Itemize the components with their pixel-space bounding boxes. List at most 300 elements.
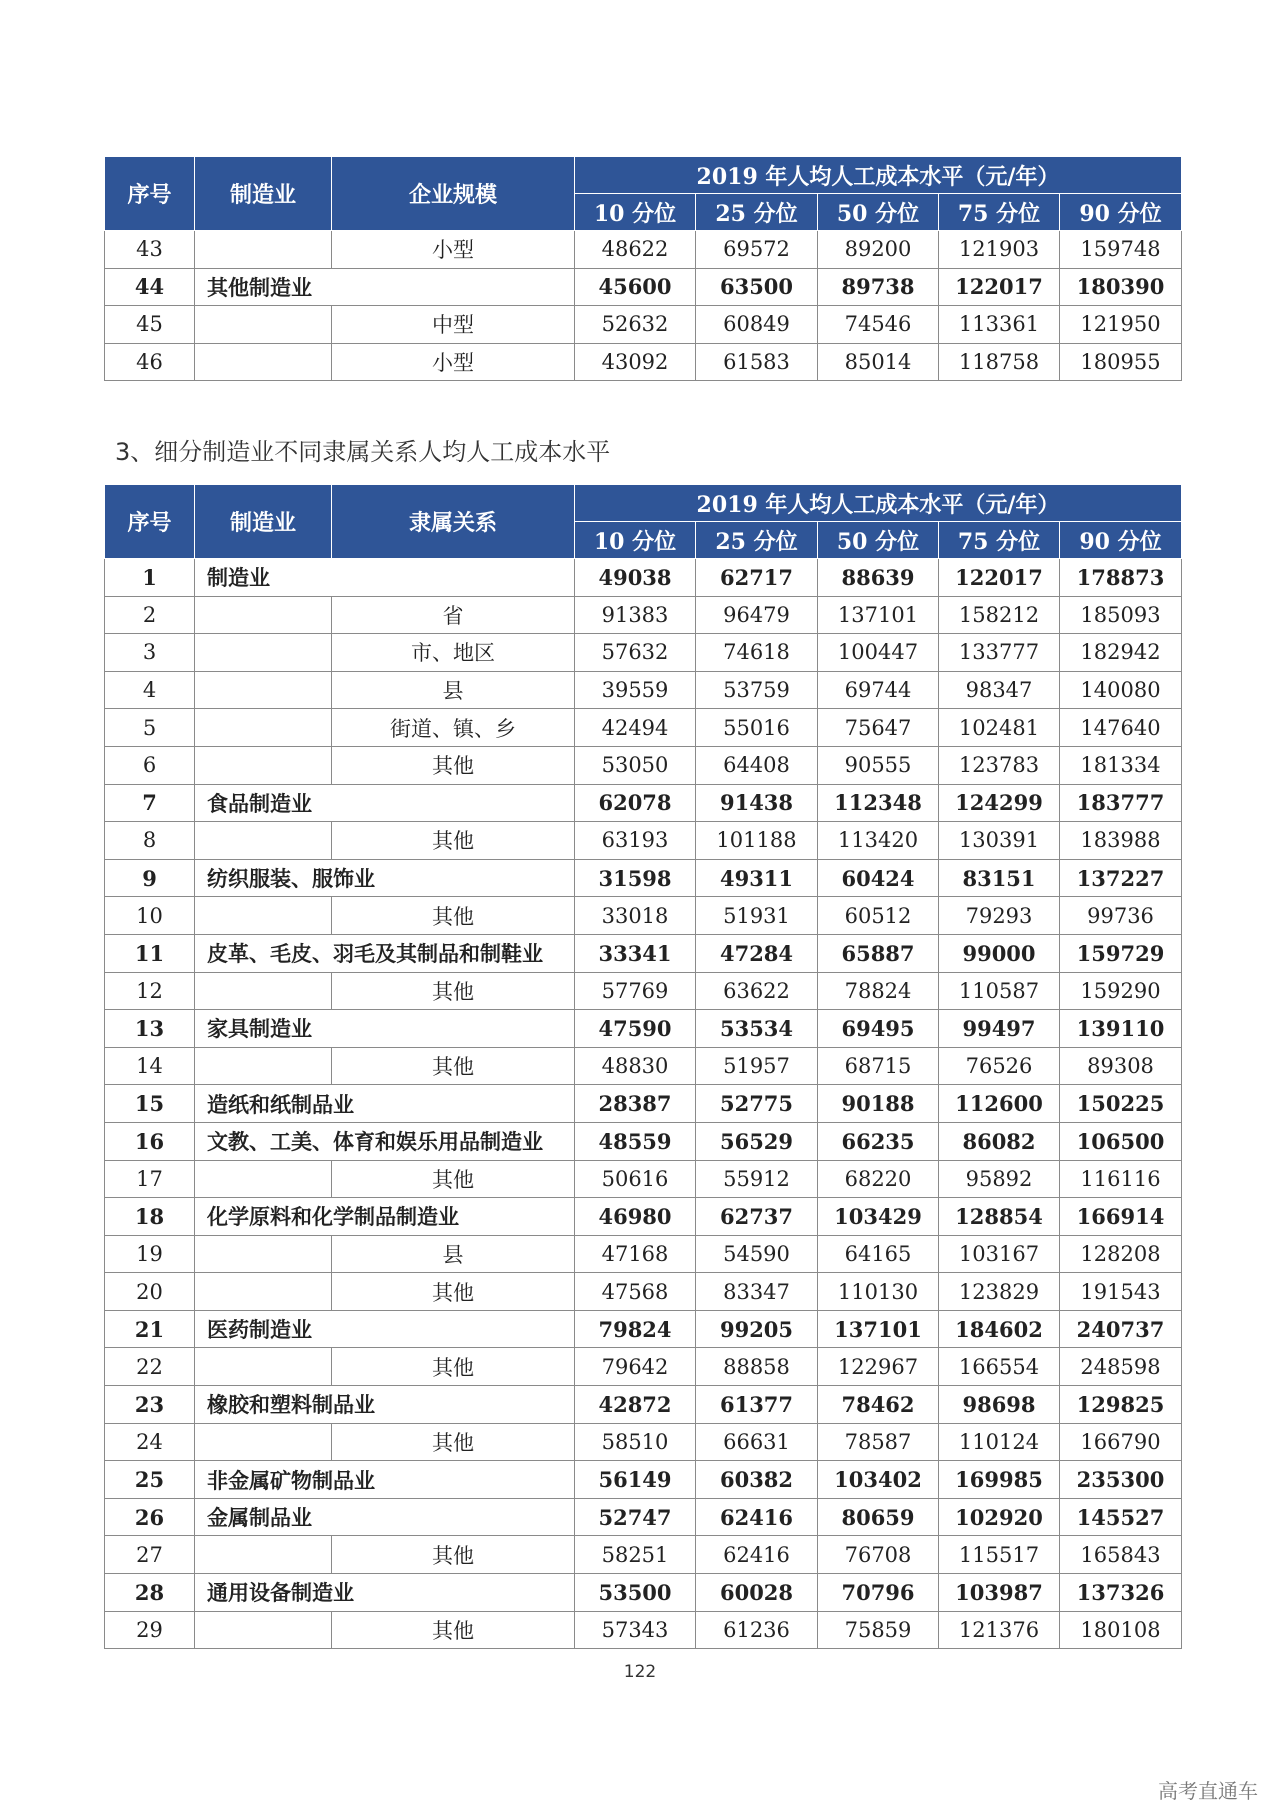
row-value-p10: 43092	[575, 343, 696, 381]
row-value-p25: 60382	[696, 1461, 818, 1499]
row-value-p50: 100447	[818, 634, 939, 672]
row-value-p25: 52775	[696, 1085, 818, 1123]
row-value-p50: 137101	[818, 1310, 939, 1348]
row-seq: 19	[105, 1235, 195, 1273]
row-value-p90: 159290	[1060, 972, 1182, 1010]
row-value-p10: 48559	[575, 1122, 696, 1160]
row-value-p10: 42494	[575, 709, 696, 747]
row-value-p75: 98347	[939, 671, 1060, 709]
row-value-p90: 183777	[1060, 784, 1182, 822]
row-seq: 26	[105, 1498, 195, 1536]
row-value-p50: 103429	[818, 1198, 939, 1236]
row-value-p90: 137227	[1060, 859, 1182, 897]
row-subcategory: 县	[332, 671, 575, 709]
row-industry-empty	[195, 306, 332, 344]
row-value-p10: 57632	[575, 634, 696, 672]
row-value-p75: 95892	[939, 1160, 1060, 1198]
row-seq: 44	[105, 268, 195, 306]
row-industry-empty	[195, 1235, 332, 1273]
row-value-p75: 166554	[939, 1348, 1060, 1386]
row-value-p10: 79642	[575, 1348, 696, 1386]
row-industry-empty	[195, 1423, 332, 1461]
row-industry-empty	[195, 1536, 332, 1574]
row-industry-empty	[195, 1160, 332, 1198]
header-p25: 25 分位	[696, 194, 818, 231]
row-value-p10: 47590	[575, 1010, 696, 1048]
row-value-p10: 58251	[575, 1536, 696, 1574]
row-subcategory: 县	[332, 1235, 575, 1273]
header-industry: 制造业	[195, 157, 332, 231]
row-value-p10: 63193	[575, 822, 696, 860]
row-value-p75: 103167	[939, 1235, 1060, 1273]
row-value-p90: 166914	[1060, 1198, 1182, 1236]
table-row	[105, 231, 1182, 269]
header-p50: 50 分位	[818, 522, 939, 559]
row-value-p75: 76526	[939, 1047, 1060, 1085]
row-subcategory: 小型	[332, 343, 575, 381]
row-seq: 11	[105, 934, 195, 972]
watermark: 高考直通车	[1158, 1779, 1258, 1803]
row-value-p90: 145527	[1060, 1498, 1182, 1536]
header-seq: 序号	[105, 485, 195, 559]
row-seq: 1	[105, 559, 195, 597]
row-value-p50: 137101	[818, 596, 939, 634]
row-industry-empty	[195, 671, 332, 709]
row-value-p25: 53534	[696, 1010, 818, 1048]
row-value-p25: 64408	[696, 746, 818, 784]
row-seq: 8	[105, 822, 195, 860]
table-row	[105, 1273, 1182, 1311]
row-value-p10: 33018	[575, 897, 696, 935]
header-p25: 25 分位	[696, 522, 818, 559]
row-value-p75: 123783	[939, 746, 1060, 784]
row-value-p25: 63622	[696, 972, 818, 1010]
row-value-p10: 52747	[575, 1498, 696, 1536]
row-value-p75: 115517	[939, 1536, 1060, 1574]
row-value-p75: 118758	[939, 343, 1060, 381]
row-seq: 25	[105, 1461, 195, 1499]
row-value-p50: 80659	[818, 1498, 939, 1536]
row-value-p90: 121950	[1060, 306, 1182, 344]
row-value-p25: 60028	[696, 1574, 818, 1612]
table-row	[105, 343, 1182, 381]
table-row	[105, 934, 1182, 972]
table-row	[105, 859, 1182, 897]
row-value-p90: 128208	[1060, 1235, 1182, 1273]
header-cost-level: 2019 年人均人工成本水平（元/年）	[575, 157, 1182, 194]
table-row	[105, 306, 1182, 344]
row-value-p25: 62737	[696, 1198, 818, 1236]
row-value-p25: 61377	[696, 1386, 818, 1424]
row-seq: 13	[105, 1010, 195, 1048]
row-value-p50: 78462	[818, 1386, 939, 1424]
row-value-p75: 99497	[939, 1010, 1060, 1048]
table-row	[105, 268, 1182, 306]
row-seq: 46	[105, 343, 195, 381]
row-value-p50: 85014	[818, 343, 939, 381]
row-subcategory: 市、地区	[332, 634, 575, 672]
row-value-p90: 240737	[1060, 1310, 1182, 1348]
row-value-p10: 48622	[575, 231, 696, 269]
table-enterprise-scale	[104, 156, 1182, 381]
header-affiliation: 隶属关系	[332, 485, 575, 559]
row-value-p10: 31598	[575, 859, 696, 897]
header-p10: 10 分位	[575, 522, 696, 559]
row-value-p75: 99000	[939, 934, 1060, 972]
row-value-p25: 88858	[696, 1348, 818, 1386]
row-seq: 28	[105, 1574, 195, 1612]
row-value-p90: 181334	[1060, 746, 1182, 784]
row-subcategory: 小型	[332, 231, 575, 269]
row-subcategory: 其他	[332, 1611, 575, 1649]
row-value-p10: 52632	[575, 306, 696, 344]
row-industry: 橡胶和塑料制品业	[195, 1386, 575, 1424]
row-value-p75: 83151	[939, 859, 1060, 897]
row-value-p10: 47568	[575, 1273, 696, 1311]
row-industry-empty	[195, 1047, 332, 1085]
row-seq: 3	[105, 634, 195, 672]
table-row	[105, 1047, 1182, 1085]
row-subcategory: 其他	[332, 1047, 575, 1085]
row-industry-empty	[195, 822, 332, 860]
row-value-p75: 110124	[939, 1423, 1060, 1461]
row-value-p90: 159748	[1060, 231, 1182, 269]
row-value-p25: 66631	[696, 1423, 818, 1461]
row-subcategory: 其他	[332, 972, 575, 1010]
row-industry: 非金属矿物制品业	[195, 1461, 575, 1499]
row-value-p75: 121903	[939, 231, 1060, 269]
table-row	[105, 1611, 1182, 1649]
row-value-p25: 62416	[696, 1498, 818, 1536]
row-value-p75: 110587	[939, 972, 1060, 1010]
table-row	[105, 1386, 1182, 1424]
table-row	[105, 671, 1182, 709]
row-industry: 通用设备制造业	[195, 1574, 575, 1612]
row-value-p50: 78587	[818, 1423, 939, 1461]
table-row	[105, 1160, 1182, 1198]
row-value-p75: 112600	[939, 1085, 1060, 1123]
row-value-p25: 47284	[696, 934, 818, 972]
row-industry: 化学原料和化学制品制造业	[195, 1198, 575, 1236]
row-value-p90: 235300	[1060, 1461, 1182, 1499]
row-value-p10: 47168	[575, 1235, 696, 1273]
row-seq: 20	[105, 1273, 195, 1311]
row-value-p25: 74618	[696, 634, 818, 672]
row-value-p90: 137326	[1060, 1574, 1182, 1612]
row-seq: 18	[105, 1198, 195, 1236]
row-value-p75: 184602	[939, 1310, 1060, 1348]
row-value-p25: 54590	[696, 1235, 818, 1273]
row-value-p75: 123829	[939, 1273, 1060, 1311]
row-subcategory: 其他	[332, 822, 575, 860]
row-subcategory: 省	[332, 596, 575, 634]
row-value-p25: 91438	[696, 784, 818, 822]
row-value-p50: 122967	[818, 1348, 939, 1386]
row-industry-empty	[195, 1348, 332, 1386]
row-seq: 7	[105, 784, 195, 822]
table-row	[105, 1010, 1182, 1048]
row-value-p50: 103402	[818, 1461, 939, 1499]
row-value-p10: 62078	[575, 784, 696, 822]
row-value-p90: 182942	[1060, 634, 1182, 672]
table-row	[105, 1574, 1182, 1612]
row-value-p10: 39559	[575, 671, 696, 709]
row-industry-empty	[195, 897, 332, 935]
row-seq: 21	[105, 1310, 195, 1348]
row-industry-empty	[195, 746, 332, 784]
page-number: 122	[623, 1662, 657, 1682]
header-p75: 75 分位	[939, 194, 1060, 231]
row-industry: 家具制造业	[195, 1010, 575, 1048]
row-value-p90: 165843	[1060, 1536, 1182, 1574]
table-affiliation	[104, 484, 1182, 1649]
section-title: 3、细分制造业不同隶属关系人均人工成本水平	[115, 438, 611, 466]
row-industry: 医药制造业	[195, 1310, 575, 1348]
row-value-p25: 51931	[696, 897, 818, 935]
row-value-p25: 51957	[696, 1047, 818, 1085]
row-value-p90: 183988	[1060, 822, 1182, 860]
row-seq: 2	[105, 596, 195, 634]
row-industry: 制造业	[195, 559, 575, 597]
row-value-p10: 57769	[575, 972, 696, 1010]
row-subcategory: 其他	[332, 897, 575, 935]
row-industry: 文教、工美、体育和娱乐用品制造业	[195, 1122, 575, 1160]
row-value-p75: 128854	[939, 1198, 1060, 1236]
row-subcategory: 中型	[332, 306, 575, 344]
row-industry-empty	[195, 1273, 332, 1311]
row-value-p75: 103987	[939, 1574, 1060, 1612]
row-value-p25: 63500	[696, 268, 818, 306]
row-seq: 6	[105, 746, 195, 784]
row-industry-empty	[195, 596, 332, 634]
row-industry-empty	[195, 709, 332, 747]
table-row	[105, 746, 1182, 784]
row-value-p90: 185093	[1060, 596, 1182, 634]
table-row	[105, 1423, 1182, 1461]
row-value-p75: 79293	[939, 897, 1060, 935]
row-value-p25: 69572	[696, 231, 818, 269]
row-value-p50: 74546	[818, 306, 939, 344]
row-value-p10: 58510	[575, 1423, 696, 1461]
row-value-p50: 64165	[818, 1235, 939, 1273]
row-value-p25: 49311	[696, 859, 818, 897]
row-industry: 纺织服装、服饰业	[195, 859, 575, 897]
row-industry-empty	[195, 1611, 332, 1649]
header-p50: 50 分位	[818, 194, 939, 231]
row-value-p50: 75859	[818, 1611, 939, 1649]
header-scale: 企业规模	[332, 157, 575, 231]
row-seq: 4	[105, 671, 195, 709]
row-value-p10: 53050	[575, 746, 696, 784]
header-p90: 90 分位	[1060, 522, 1182, 559]
row-subcategory: 其他	[332, 1160, 575, 1198]
header-cost-level: 2019 年人均人工成本水平（元/年）	[575, 485, 1182, 522]
row-industry-empty	[195, 634, 332, 672]
header-industry: 制造业	[195, 485, 332, 559]
row-seq: 22	[105, 1348, 195, 1386]
row-value-p50: 60424	[818, 859, 939, 897]
row-seq: 12	[105, 972, 195, 1010]
row-value-p10: 45600	[575, 268, 696, 306]
row-value-p90: 99736	[1060, 897, 1182, 935]
table-row	[105, 1122, 1182, 1160]
row-seq: 43	[105, 231, 195, 269]
row-value-p50: 68715	[818, 1047, 939, 1085]
row-value-p25: 99205	[696, 1310, 818, 1348]
row-value-p50: 75647	[818, 709, 939, 747]
row-value-p50: 88639	[818, 559, 939, 597]
table-row	[105, 972, 1182, 1010]
row-value-p50: 112348	[818, 784, 939, 822]
row-seq: 27	[105, 1536, 195, 1574]
table-row	[105, 784, 1182, 822]
row-value-p90: 106500	[1060, 1122, 1182, 1160]
table-row	[105, 559, 1182, 597]
row-seq: 24	[105, 1423, 195, 1461]
row-value-p50: 110130	[818, 1273, 939, 1311]
row-value-p10: 57343	[575, 1611, 696, 1649]
row-subcategory: 其他	[332, 1423, 575, 1461]
row-seq: 16	[105, 1122, 195, 1160]
row-industry: 皮革、毛皮、羽毛及其制品和制鞋业	[195, 934, 575, 972]
table-row	[105, 1348, 1182, 1386]
row-value-p10: 56149	[575, 1461, 696, 1499]
row-industry: 其他制造业	[195, 268, 575, 306]
row-industry-empty	[195, 343, 332, 381]
row-value-p10: 50616	[575, 1160, 696, 1198]
row-value-p25: 62717	[696, 559, 818, 597]
row-value-p90: 166790	[1060, 1423, 1182, 1461]
row-value-p75: 122017	[939, 268, 1060, 306]
row-value-p10: 28387	[575, 1085, 696, 1123]
row-value-p90: 89308	[1060, 1047, 1182, 1085]
table-body	[105, 559, 1182, 1649]
row-industry: 金属制品业	[195, 1498, 575, 1536]
row-value-p50: 89200	[818, 231, 939, 269]
row-value-p25: 61236	[696, 1611, 818, 1649]
row-value-p75: 98698	[939, 1386, 1060, 1424]
row-value-p25: 61583	[696, 343, 818, 381]
row-value-p75: 102481	[939, 709, 1060, 747]
row-subcategory: 街道、镇、乡	[332, 709, 575, 747]
row-value-p75: 102920	[939, 1498, 1060, 1536]
table-row	[105, 1235, 1182, 1273]
table-row	[105, 709, 1182, 747]
row-value-p50: 90555	[818, 746, 939, 784]
row-industry-empty	[195, 231, 332, 269]
table-row	[105, 634, 1182, 672]
row-value-p90: 178873	[1060, 559, 1182, 597]
row-value-p90: 129825	[1060, 1386, 1182, 1424]
row-value-p90: 180390	[1060, 268, 1182, 306]
header-p75: 75 分位	[939, 522, 1060, 559]
row-industry: 造纸和纸制品业	[195, 1085, 575, 1123]
row-seq: 17	[105, 1160, 195, 1198]
row-subcategory: 其他	[332, 1536, 575, 1574]
row-industry-empty	[195, 972, 332, 1010]
row-value-p10: 42872	[575, 1386, 696, 1424]
table-row	[105, 1198, 1182, 1236]
row-seq: 23	[105, 1386, 195, 1424]
row-value-p90: 180955	[1060, 343, 1182, 381]
row-value-p25: 55912	[696, 1160, 818, 1198]
row-value-p50: 69744	[818, 671, 939, 709]
row-value-p50: 70796	[818, 1574, 939, 1612]
row-subcategory: 其他	[332, 746, 575, 784]
row-value-p90: 140080	[1060, 671, 1182, 709]
row-value-p50: 69495	[818, 1010, 939, 1048]
table-row	[105, 596, 1182, 634]
row-value-p75: 124299	[939, 784, 1060, 822]
row-value-p75: 133777	[939, 634, 1060, 672]
row-seq: 14	[105, 1047, 195, 1085]
table-row	[105, 897, 1182, 935]
header-p90: 90 分位	[1060, 194, 1182, 231]
row-value-p10: 33341	[575, 934, 696, 972]
row-value-p50: 65887	[818, 934, 939, 972]
row-value-p25: 62416	[696, 1536, 818, 1574]
header-p10: 10 分位	[575, 194, 696, 231]
row-value-p90: 116116	[1060, 1160, 1182, 1198]
table-row	[105, 1310, 1182, 1348]
row-value-p50: 113420	[818, 822, 939, 860]
row-value-p50: 66235	[818, 1122, 939, 1160]
row-value-p50: 89738	[818, 268, 939, 306]
row-value-p50: 68220	[818, 1160, 939, 1198]
table-row	[105, 1536, 1182, 1574]
row-value-p90: 147640	[1060, 709, 1182, 747]
row-value-p25: 53759	[696, 671, 818, 709]
row-value-p75: 121376	[939, 1611, 1060, 1649]
row-value-p90: 139110	[1060, 1010, 1182, 1048]
row-value-p25: 83347	[696, 1273, 818, 1311]
row-value-p25: 101188	[696, 822, 818, 860]
row-seq: 10	[105, 897, 195, 935]
table-row	[105, 1085, 1182, 1123]
table-row	[105, 1498, 1182, 1536]
row-value-p10: 79824	[575, 1310, 696, 1348]
row-value-p90: 150225	[1060, 1085, 1182, 1123]
row-seq: 9	[105, 859, 195, 897]
row-value-p25: 56529	[696, 1122, 818, 1160]
table-row	[105, 1461, 1182, 1499]
row-value-p50: 78824	[818, 972, 939, 1010]
row-subcategory: 其他	[332, 1273, 575, 1311]
row-value-p10: 49038	[575, 559, 696, 597]
row-value-p90: 248598	[1060, 1348, 1182, 1386]
header-seq: 序号	[105, 157, 195, 231]
row-value-p75: 122017	[939, 559, 1060, 597]
row-value-p75: 86082	[939, 1122, 1060, 1160]
row-value-p50: 76708	[818, 1536, 939, 1574]
row-value-p75: 113361	[939, 306, 1060, 344]
row-value-p10: 53500	[575, 1574, 696, 1612]
row-value-p75: 130391	[939, 822, 1060, 860]
row-seq: 5	[105, 709, 195, 747]
table-row	[105, 822, 1182, 860]
row-value-p10: 46980	[575, 1198, 696, 1236]
row-seq: 45	[105, 306, 195, 344]
row-value-p90: 191543	[1060, 1273, 1182, 1311]
row-value-p90: 180108	[1060, 1611, 1182, 1649]
row-value-p50: 60512	[818, 897, 939, 935]
row-value-p25: 60849	[696, 306, 818, 344]
row-seq: 29	[105, 1611, 195, 1649]
row-value-p75: 158212	[939, 596, 1060, 634]
row-value-p25: 96479	[696, 596, 818, 634]
row-value-p10: 48830	[575, 1047, 696, 1085]
row-value-p25: 55016	[696, 709, 818, 747]
